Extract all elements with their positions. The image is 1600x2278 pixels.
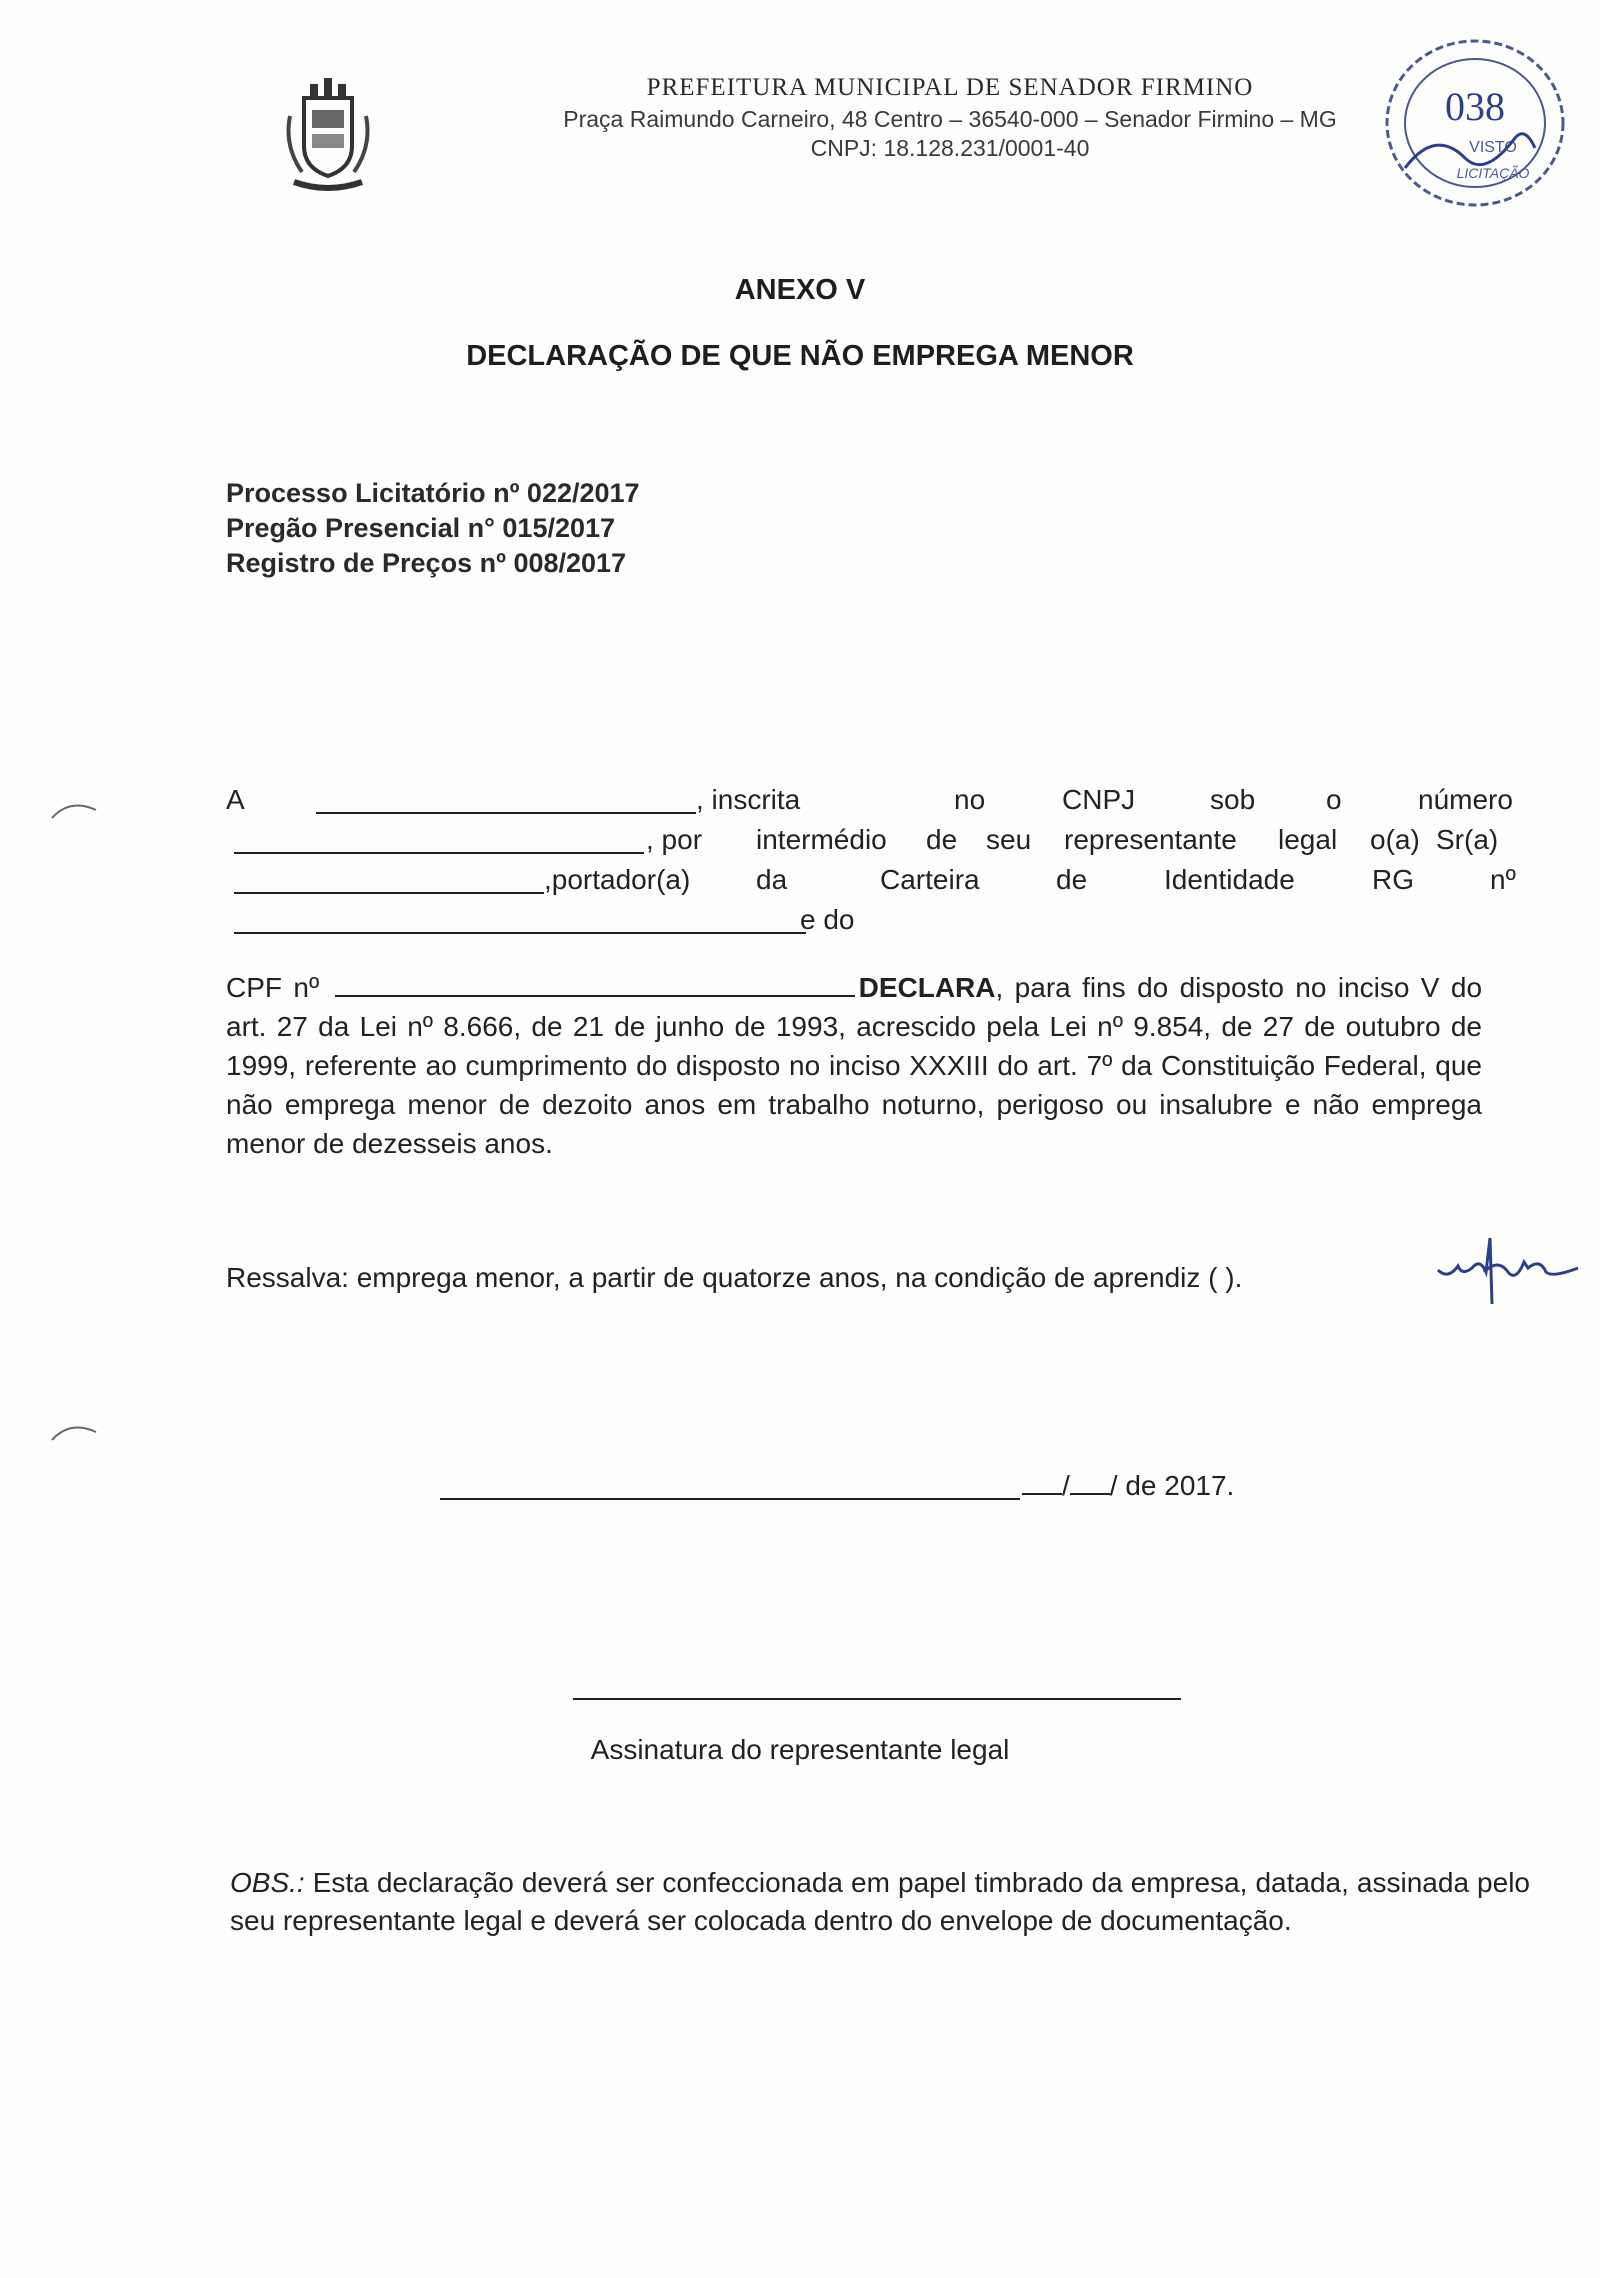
form-text: representante bbox=[1064, 824, 1237, 855]
form-text: Identidade bbox=[1164, 864, 1295, 895]
form-text: de bbox=[1056, 864, 1088, 895]
form-row-identity bbox=[226, 864, 1516, 904]
declaration-text: , para fins do disposto no inciso V do art. 27 da Lei nº 8.666, de 21 de junho de 1993, acrescido pela Lei nº 9.854, de 27 de outubro de 1999, referente ao cumprimento do disposto no inciso XXXIII do art. 7º da Constituição Federal, que não emprega menor de dezoito anos em trabalho noturno, perigoso ou insalubre e não emprega menor de dezesseis anos. bbox=[226, 972, 1483, 1159]
signature-label: Assinatura do representante legal bbox=[590, 1734, 1010, 1765]
rg-number-field[interactable] bbox=[234, 932, 806, 934]
form-text: RG bbox=[1372, 864, 1414, 895]
form-text: seu bbox=[986, 824, 1032, 855]
form-text: , inscrita bbox=[696, 784, 801, 815]
declaration-paragraph bbox=[226, 968, 1482, 1163]
form-text: intermédio bbox=[756, 824, 887, 855]
form-text: nº bbox=[1490, 864, 1516, 895]
cnpj-number-field[interactable] bbox=[234, 852, 644, 854]
month-field[interactable] bbox=[1070, 1471, 1110, 1495]
date-separator: / bbox=[1062, 1470, 1070, 1501]
process-references bbox=[226, 476, 640, 581]
form-text: o(a) bbox=[1370, 824, 1420, 855]
ressalva-text: Ressalva: emprega menor, a partir de quatorze anos, na condição de aprendiz ( ). bbox=[226, 1262, 1243, 1293]
form-text: número bbox=[1418, 784, 1513, 815]
form-text: sob bbox=[1210, 784, 1256, 815]
margin-mark bbox=[50, 1418, 100, 1444]
stamp-label-top: VISTO bbox=[1469, 139, 1517, 156]
form-text: de bbox=[926, 824, 958, 855]
form-text: no bbox=[954, 784, 986, 815]
observation-note bbox=[230, 1864, 1530, 1940]
declaration-title: DECLARAÇÃO DE QUE NÃO EMPREGA MENOR bbox=[466, 340, 1134, 372]
municipal-crest-icon bbox=[280, 76, 376, 194]
form-text: legal bbox=[1278, 824, 1338, 855]
declara-keyword: DECLARA bbox=[858, 972, 996, 1003]
form-row-company bbox=[226, 784, 1513, 824]
form-text: Sr(a) bbox=[1436, 824, 1499, 855]
cpf-label: CPF nº bbox=[226, 972, 320, 1003]
registro-de-precos: Registro de Preços nº 008/2017 bbox=[226, 548, 627, 578]
margin-mark bbox=[50, 796, 100, 822]
representative-name-field[interactable] bbox=[234, 892, 544, 894]
form-row-rg bbox=[226, 904, 1482, 944]
signature-field[interactable] bbox=[573, 1698, 1181, 1700]
form-text: ,portador(a) bbox=[544, 864, 691, 895]
municipality-cnpj: CNPJ: 18.128.231/0001-40 bbox=[810, 135, 1090, 161]
form-text: CNPJ bbox=[1062, 784, 1136, 815]
form-text: o bbox=[1326, 784, 1342, 815]
obs-label: OBS.: bbox=[230, 1867, 305, 1898]
processo-licitatorio: Processo Licitatório nº 022/2017 bbox=[226, 478, 640, 508]
licitacao-stamp bbox=[1375, 28, 1575, 218]
form-text: Carteira bbox=[880, 864, 980, 895]
pregao-presencial: Pregão Presencial n° 015/2017 bbox=[226, 513, 616, 543]
date-field bbox=[1022, 1470, 1234, 1502]
company-name-field[interactable] bbox=[316, 812, 696, 814]
day-field[interactable] bbox=[1022, 1471, 1062, 1495]
municipality-name: PREFEITURA MUNICIPAL DE SENADOR FIRMINO bbox=[646, 74, 1254, 101]
cpf-field[interactable] bbox=[335, 969, 855, 997]
municipality-address: Praça Raimundo Carneiro, 48 Centro – 36540-000 – Senador Firmino – MG bbox=[563, 106, 1337, 132]
annex-title: ANEXO V bbox=[734, 274, 866, 306]
letterhead bbox=[440, 74, 1460, 162]
date-year: / de 2017. bbox=[1109, 1470, 1235, 1501]
obs-text: Esta declaração deverá ser confeccionada em papel timbrado da empresa, datada, assinada pelo seu representante legal e deverá ser colocada dentro do envelope de documentação. bbox=[230, 1867, 1530, 1936]
declaration-form bbox=[226, 784, 1516, 944]
initials-signature bbox=[1428, 1228, 1588, 1308]
form-text: e do bbox=[800, 904, 855, 935]
form-text: , por bbox=[646, 824, 703, 855]
stamp-label-bottom: LICITAÇÃO bbox=[1456, 165, 1530, 181]
form-text: da bbox=[756, 864, 788, 895]
stamp-page-number: 038 bbox=[1445, 84, 1505, 129]
form-text: A bbox=[226, 784, 245, 815]
form-row-representative bbox=[226, 824, 1499, 864]
